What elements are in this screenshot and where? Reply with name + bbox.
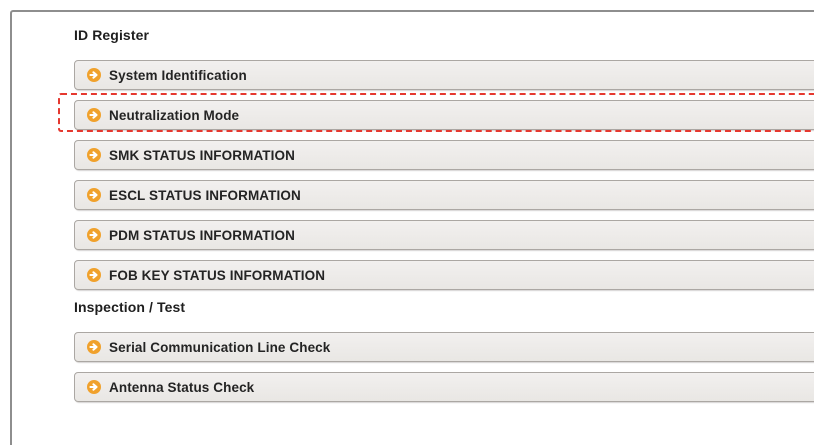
- menu-item-label: FOB KEY STATUS INFORMATION: [109, 267, 326, 283]
- menu-item-label: Serial Communication Line Check: [109, 339, 331, 355]
- menu-item-label: System Identification: [109, 67, 247, 83]
- menu-item-escl-status-information[interactable]: [74, 180, 814, 210]
- menu-item-fob-key-status-information[interactable]: [74, 260, 814, 290]
- menu-item-system-identification[interactable]: [74, 60, 814, 90]
- menu-item-label: SMK STATUS INFORMATION: [109, 147, 295, 163]
- arrow-right-circle-icon: [87, 380, 101, 394]
- arrow-right-circle-icon: [87, 68, 101, 82]
- arrow-right-circle-icon: [87, 268, 101, 282]
- arrow-right-circle-icon: [87, 108, 101, 122]
- menu-item-label: Antenna Status Check: [109, 379, 255, 395]
- arrow-right-circle-icon: [87, 340, 101, 354]
- menu-item-label: PDM STATUS INFORMATION: [109, 227, 295, 243]
- section-label-inspection-test: Inspection / Test: [74, 299, 186, 315]
- menu-item-label: Neutralization Mode: [109, 107, 240, 123]
- diagnostic-menu-panel: [10, 10, 814, 445]
- menu-item-neutralization-mode[interactable]: [74, 100, 814, 130]
- menu-item-antenna-status-check[interactable]: [74, 372, 814, 402]
- arrow-right-circle-icon: [87, 148, 101, 162]
- arrow-right-circle-icon: [87, 228, 101, 242]
- menu-item-label: ESCL STATUS INFORMATION: [109, 187, 301, 203]
- menu-item-serial-communication-line-check[interactable]: [74, 332, 814, 362]
- menu-item-smk-status-information[interactable]: [74, 140, 814, 170]
- section-label-id-register: ID Register: [74, 27, 150, 43]
- menu-item-pdm-status-information[interactable]: [74, 220, 814, 250]
- arrow-right-circle-icon: [87, 188, 101, 202]
